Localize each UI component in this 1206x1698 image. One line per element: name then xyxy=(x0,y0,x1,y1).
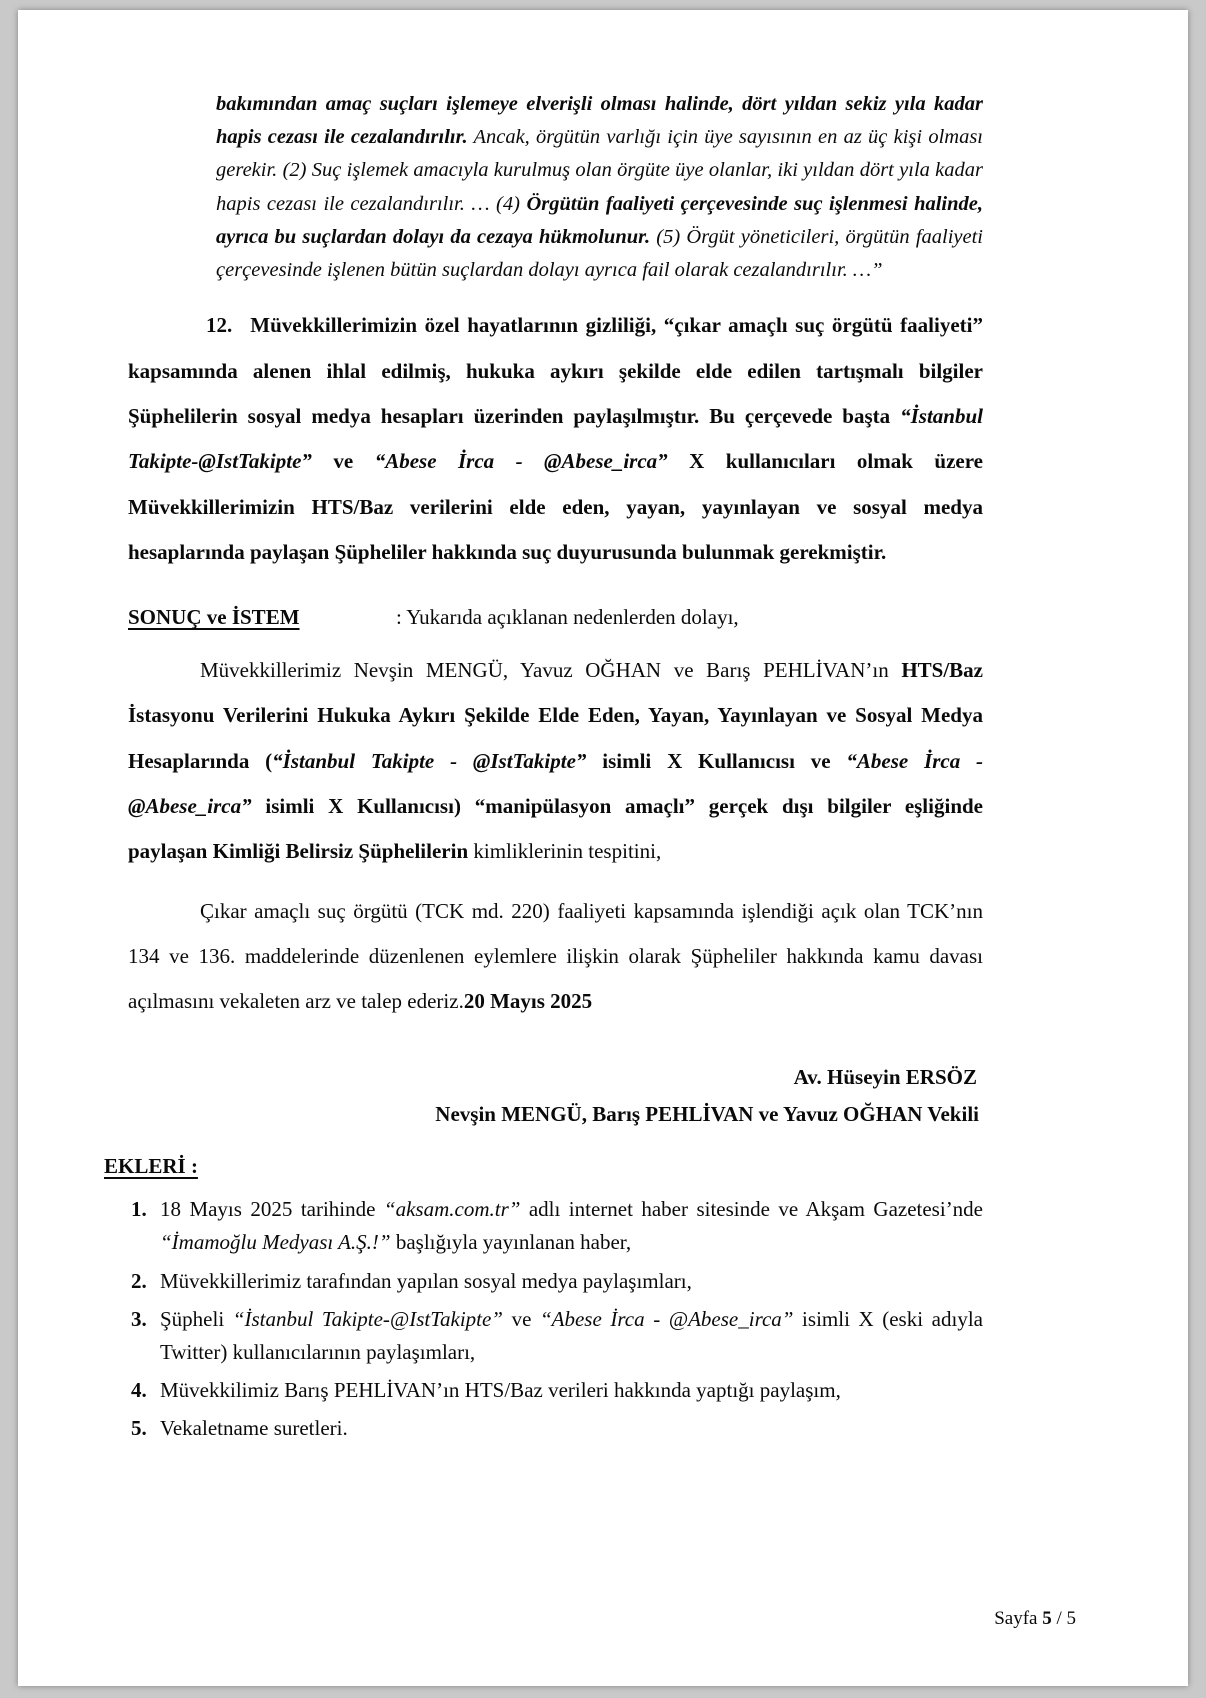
filing-date: 20 Mayıs 2025 xyxy=(463,989,593,1014)
attachment-1-segment-1: 18 Mayıs 2025 tarihinde xyxy=(160,1197,384,1222)
attachment-3-segment-2: ve xyxy=(502,1306,540,1331)
signature-attorney-name: Av. Hüseyin ERSÖZ xyxy=(793,1064,977,1089)
attachment-3-italic-2: “Abese İrca - @Abese_irca” xyxy=(539,1306,794,1331)
paragraph-12-number: 12. xyxy=(206,313,233,338)
attachment-5-segment-1: Vekaletname suretleri. xyxy=(160,1416,348,1441)
paragraph-12 xyxy=(128,303,983,575)
attachment-1-segment-3: başlığıyla yayınlanan haber, xyxy=(390,1230,632,1255)
document-body xyxy=(104,88,984,1451)
request-1-tail: kimliklerinin tespitini, xyxy=(468,839,662,864)
request-2-text: Çıkar amaçlı suç örgütü (TCK md. 220) faaliyeti kapsamında işlendiği açık olan TCK’nın 134 ve 136. maddelerinde düzenlenen eylemlere ilişkin olarak Şüpheliler hakkında kamu davası açılmasını vekaleten arz ve talep ederiz. xyxy=(128,898,983,1014)
statute-quote-block xyxy=(128,88,983,287)
paragraph-12-quote-ist-takipte: “İstanbul Takipte-@IstTakipte” xyxy=(128,403,983,474)
request-1-bold-3: isimli X Kullanıcısı) “manipülasyon amaçlı” gerçek dışı bilgiler eşliğinde paylaşan Kimliği Belirsiz Şüphelilerin xyxy=(128,794,983,864)
statute-quote-bold-1: bakımından amaç suçları işlemeye elverişli olması halinde, dört yıldan sekiz yıla kadar hapis cezası ile cezalandırılır. xyxy=(216,93,983,149)
page-label: Sayfa xyxy=(994,1608,1038,1629)
conclusion-heading-row xyxy=(128,601,983,634)
attachment-1-italic-1: “aksam.com.tr” xyxy=(383,1197,521,1222)
paragraph-12-segment-2: ve xyxy=(311,449,375,474)
request-1-bold-2: isimli X Kullanıcısı ve xyxy=(586,748,847,773)
list-item xyxy=(152,1265,983,1298)
statute-quote-normal-2: (5) Örgüt yöneticileri, örgütün faaliyeti çerçevesinde işlenen bütün suçlardan dolayı ayrıca fail olarak cezalandırılır. …” xyxy=(216,225,983,282)
attachments-title: EKLERİ : xyxy=(104,1154,198,1179)
attachment-3-segment-1: Şüpheli xyxy=(160,1306,233,1331)
page-current: 5 xyxy=(1042,1608,1052,1629)
attachment-1-italic-2: “İmamoğlu Medyası A.Ş.!” xyxy=(160,1230,391,1255)
paragraph-12-segment-1: Müvekkillerimizin özel hayatlarının gizliliği, “çıkar amaçlı suç örgütü faaliyeti” kapsamında alenen ihlal edilmiş, hukuka aykırı şekilde elde edilen tartışmalı bilgiler Şüphelilerin sosyal medya hesapları üzerinden paylaşılmıştır. Bu çerçevede başta xyxy=(128,313,983,428)
request-paragraph-1 xyxy=(128,648,983,875)
request-1-bold-1: HTS/Baz İstasyonu Verilerini Hukuka Aykırı Şekilde Elde Eden, Yayan, Yayınlayan ve Sosyal Medya Hesaplarında ( xyxy=(128,657,983,773)
statute-quote-bold-2: Örgütün faaliyeti çerçevesinde suç işlenmesi halinde, ayrıca bu suçlardan dolayı da cezaya hükmolunur. xyxy=(216,192,984,248)
attachment-3-segment-3: isimli X (eski adıyla Twitter) kullanıcılarının paylaşımları, xyxy=(160,1306,983,1364)
signature-attorney-role: Nevşin MENGÜ, Barış PEHLİVAN ve Yavuz OĞHAN Vekili xyxy=(435,1101,979,1126)
statute-quote-normal-1: Ancak, örgütün varlığı için üye sayısının en az üç kişi olması gerekir. (2) Suç işlemek amacıyla kurulmuş olan örgüte üye olanlar, iki yıldan dört yıla kadar hapis cezası ile cezalandırılır. … (4) xyxy=(216,126,983,215)
conclusion-label: SONUÇ ve İSTEM xyxy=(128,605,300,630)
page-separator: / xyxy=(1056,1608,1062,1629)
list-item xyxy=(152,1193,983,1259)
attachment-4-segment-1: Müvekkilimiz Barış PEHLİVAN’ın HTS/Baz verileri hakkında yaptığı paylaşım, xyxy=(160,1378,841,1403)
document-page xyxy=(18,10,1188,1686)
signature-block xyxy=(128,1059,983,1133)
page-footer xyxy=(994,1608,1076,1630)
request-paragraph-2 xyxy=(128,889,983,1025)
paragraph-12-quote-abese-irca: “Abese İrca - @Abese_irca” xyxy=(374,449,668,474)
attachment-1-segment-2: adlı internet haber sitesinde ve Akşam Gazetesi’nde xyxy=(520,1197,984,1222)
conclusion-intro-text: : Yukarıda açıklanan nedenlerden dolayı, xyxy=(396,605,739,630)
paragraph-12-segment-3: X kullanıcıları olmak üzere Müvekkillerimizin HTS/Baz verilerini elde eden, yayan, yayınlayan ve sosyal medya hesaplarında paylaşan Şüpheliler hakkında suç duyurusunda bulunmak gerekmiştir. xyxy=(128,449,983,565)
attachments-list xyxy=(106,1193,983,1445)
page-total: 5 xyxy=(1066,1608,1076,1629)
request-1-italic-ist-takipte: “İstanbul Takipte - @IstTakipte” xyxy=(272,748,587,773)
attachments-section xyxy=(104,1132,984,1445)
list-item xyxy=(152,1412,983,1445)
request-1-italic-abese-irca: “Abese İrca - @Abese_irca” xyxy=(128,748,984,818)
list-item xyxy=(152,1374,983,1407)
list-item xyxy=(152,1303,983,1369)
request-1-lead: Müvekkillerimiz Nevşin MENGÜ, Yavuz OĞHAN ve Barış PEHLİVAN’ın xyxy=(200,657,902,682)
attachment-2-segment-1: Müvekkillerimiz tarafından yapılan sosyal medya paylaşımları, xyxy=(160,1268,692,1293)
attachment-3-italic-1: “İstanbul Takipte-@IstTakipte” xyxy=(232,1306,503,1331)
